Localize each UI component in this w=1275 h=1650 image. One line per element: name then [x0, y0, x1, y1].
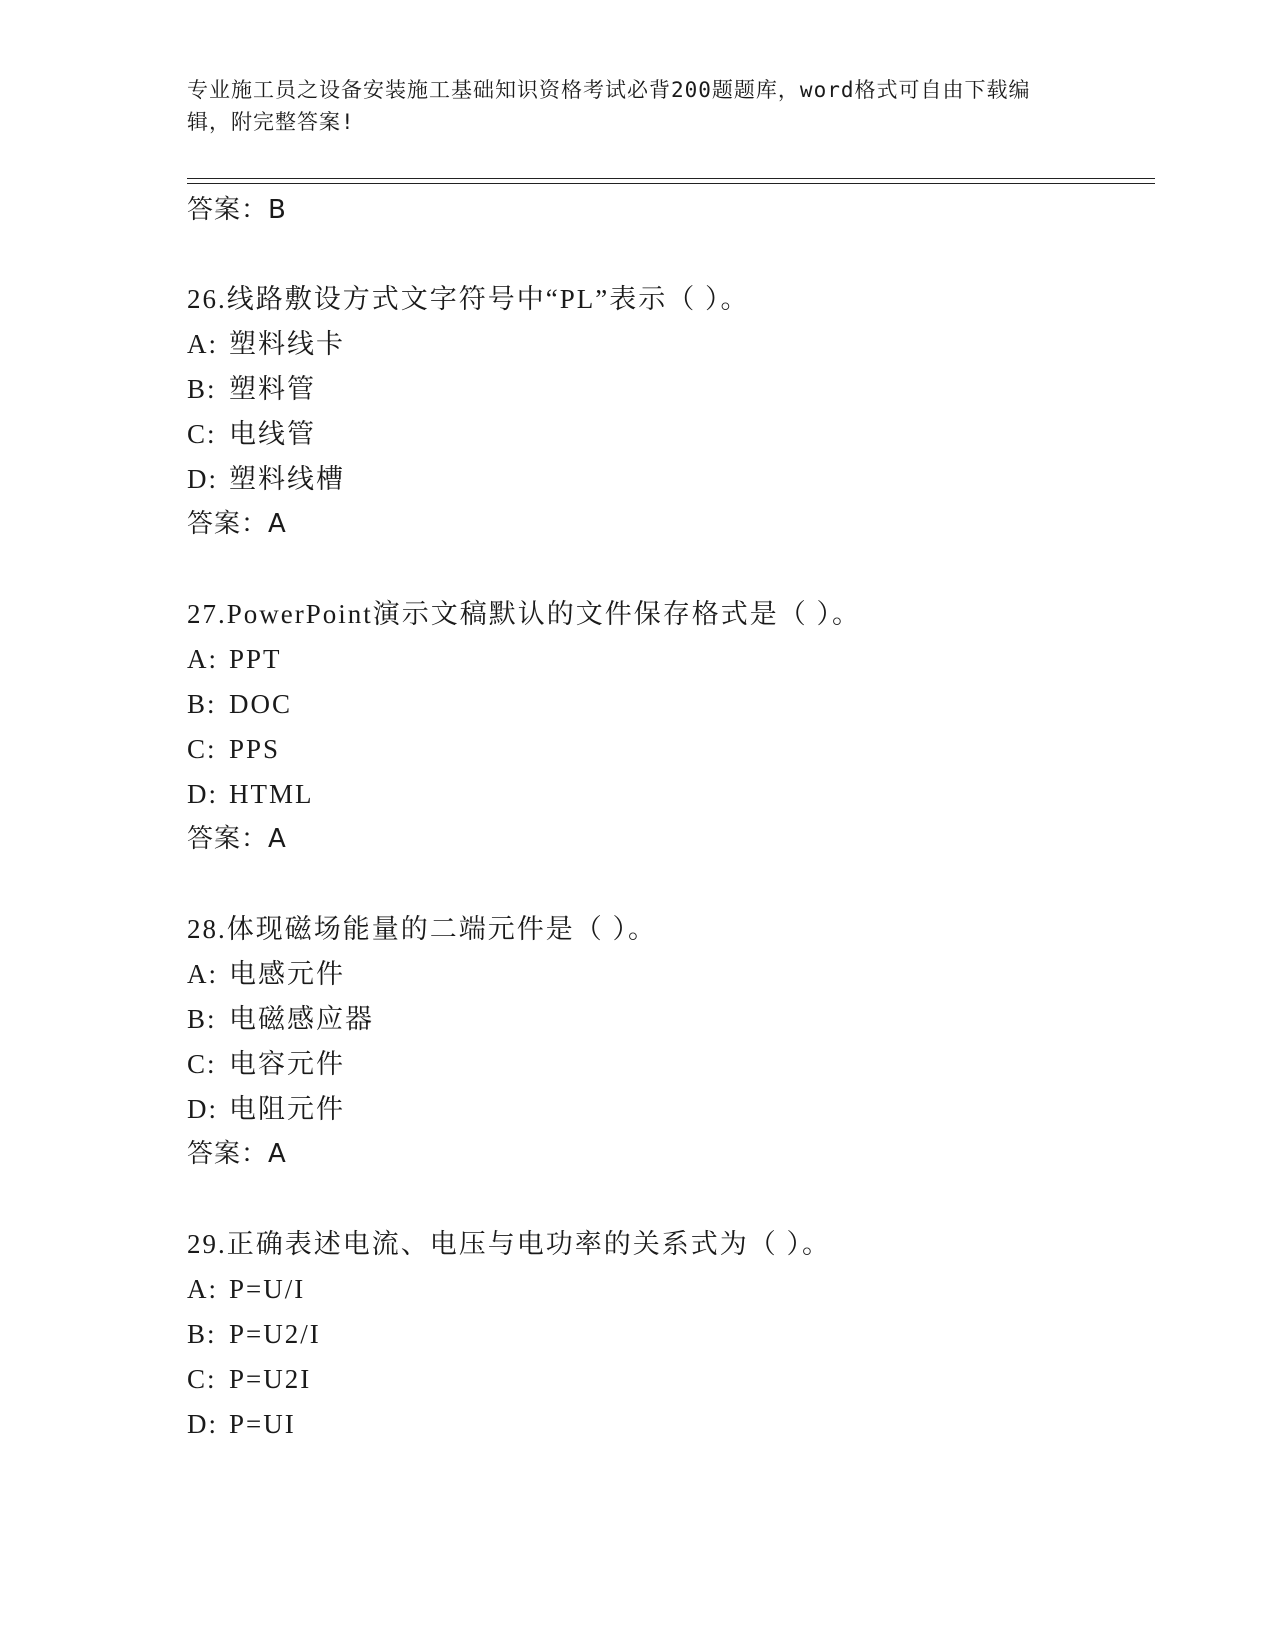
- option-letter: D:: [187, 464, 218, 494]
- answer-q27: 答案：A: [187, 824, 287, 854]
- header-divider-bottom: [187, 183, 1155, 184]
- question-28-option-d: [187, 1093, 345, 1125]
- question-26-option-b: [187, 373, 316, 405]
- option-text: DOC: [229, 689, 293, 719]
- option-letter: C:: [187, 1049, 217, 1079]
- option-text: 电阻元件: [229, 1094, 345, 1124]
- option-letter: A:: [187, 644, 218, 674]
- option-letter: B:: [187, 1319, 217, 1349]
- option-text: P=U2I: [229, 1364, 312, 1394]
- option-text: PPS: [229, 734, 281, 764]
- option-letter: A:: [187, 959, 218, 989]
- option-text: 塑料管: [229, 374, 316, 404]
- document-header: 专业施工员之设备安装施工基础知识资格考试必背200题题库，word格式可自由下载编辑，附完整答案!: [187, 78, 1031, 134]
- option-text: 电磁感应器: [229, 1004, 374, 1034]
- answer-q25: 答案：B: [187, 195, 287, 225]
- option-text: 电容元件: [229, 1049, 345, 1079]
- header-divider-top: [187, 178, 1155, 179]
- option-text: PPT: [229, 644, 282, 674]
- option-letter: A:: [187, 329, 218, 359]
- question-27-option-b: [187, 688, 292, 720]
- question-29-option-d: [187, 1408, 296, 1440]
- question-28-option-b: [187, 1003, 374, 1035]
- question-29-option-c: [187, 1363, 311, 1395]
- question-27-option-d: [187, 778, 314, 810]
- question-29-option-b: [187, 1318, 321, 1350]
- question-26-option-a: [187, 328, 345, 360]
- question-26-stem: 26.线路敷设方式文字符号中“PL”表示（ ）。: [187, 284, 750, 314]
- option-letter: C:: [187, 734, 217, 764]
- question-26-option-c: [187, 418, 316, 450]
- option-text: 塑料线槽: [229, 464, 345, 494]
- option-text: 塑料线卡: [229, 329, 345, 359]
- question-28-stem: 28.体现磁场能量的二端元件是（ ）。: [187, 914, 657, 944]
- option-text: 电线管: [229, 419, 316, 449]
- question-29-stem: 29.正确表述电流、电压与电功率的关系式为（ ）。: [187, 1229, 831, 1259]
- option-letter: C:: [187, 1364, 217, 1394]
- question-28-option-a: [187, 958, 345, 990]
- question-27-stem: 27.PowerPoint演示文稿默认的文件保存格式是（ ）。: [187, 599, 862, 629]
- question-28-option-c: [187, 1048, 345, 1080]
- answer-q26: 答案：A: [187, 509, 287, 539]
- option-letter: A:: [187, 1274, 218, 1304]
- option-letter: D:: [187, 1094, 218, 1124]
- question-26-option-d: [187, 463, 345, 495]
- option-text: P=U2/I: [229, 1319, 321, 1349]
- option-letter: B:: [187, 374, 217, 404]
- question-29-option-a: [187, 1273, 305, 1305]
- question-27-option-a: [187, 643, 282, 675]
- option-text: 电感元件: [229, 959, 345, 989]
- option-text: HTML: [229, 779, 314, 809]
- answer-q28: 答案：A: [187, 1139, 287, 1169]
- option-text: P=U/I: [229, 1274, 306, 1304]
- option-text: P=UI: [229, 1409, 296, 1439]
- option-letter: B:: [187, 1004, 217, 1034]
- option-letter: D:: [187, 1409, 218, 1439]
- option-letter: D:: [187, 779, 218, 809]
- option-letter: B:: [187, 689, 217, 719]
- question-27-option-c: [187, 733, 280, 765]
- option-letter: C:: [187, 419, 217, 449]
